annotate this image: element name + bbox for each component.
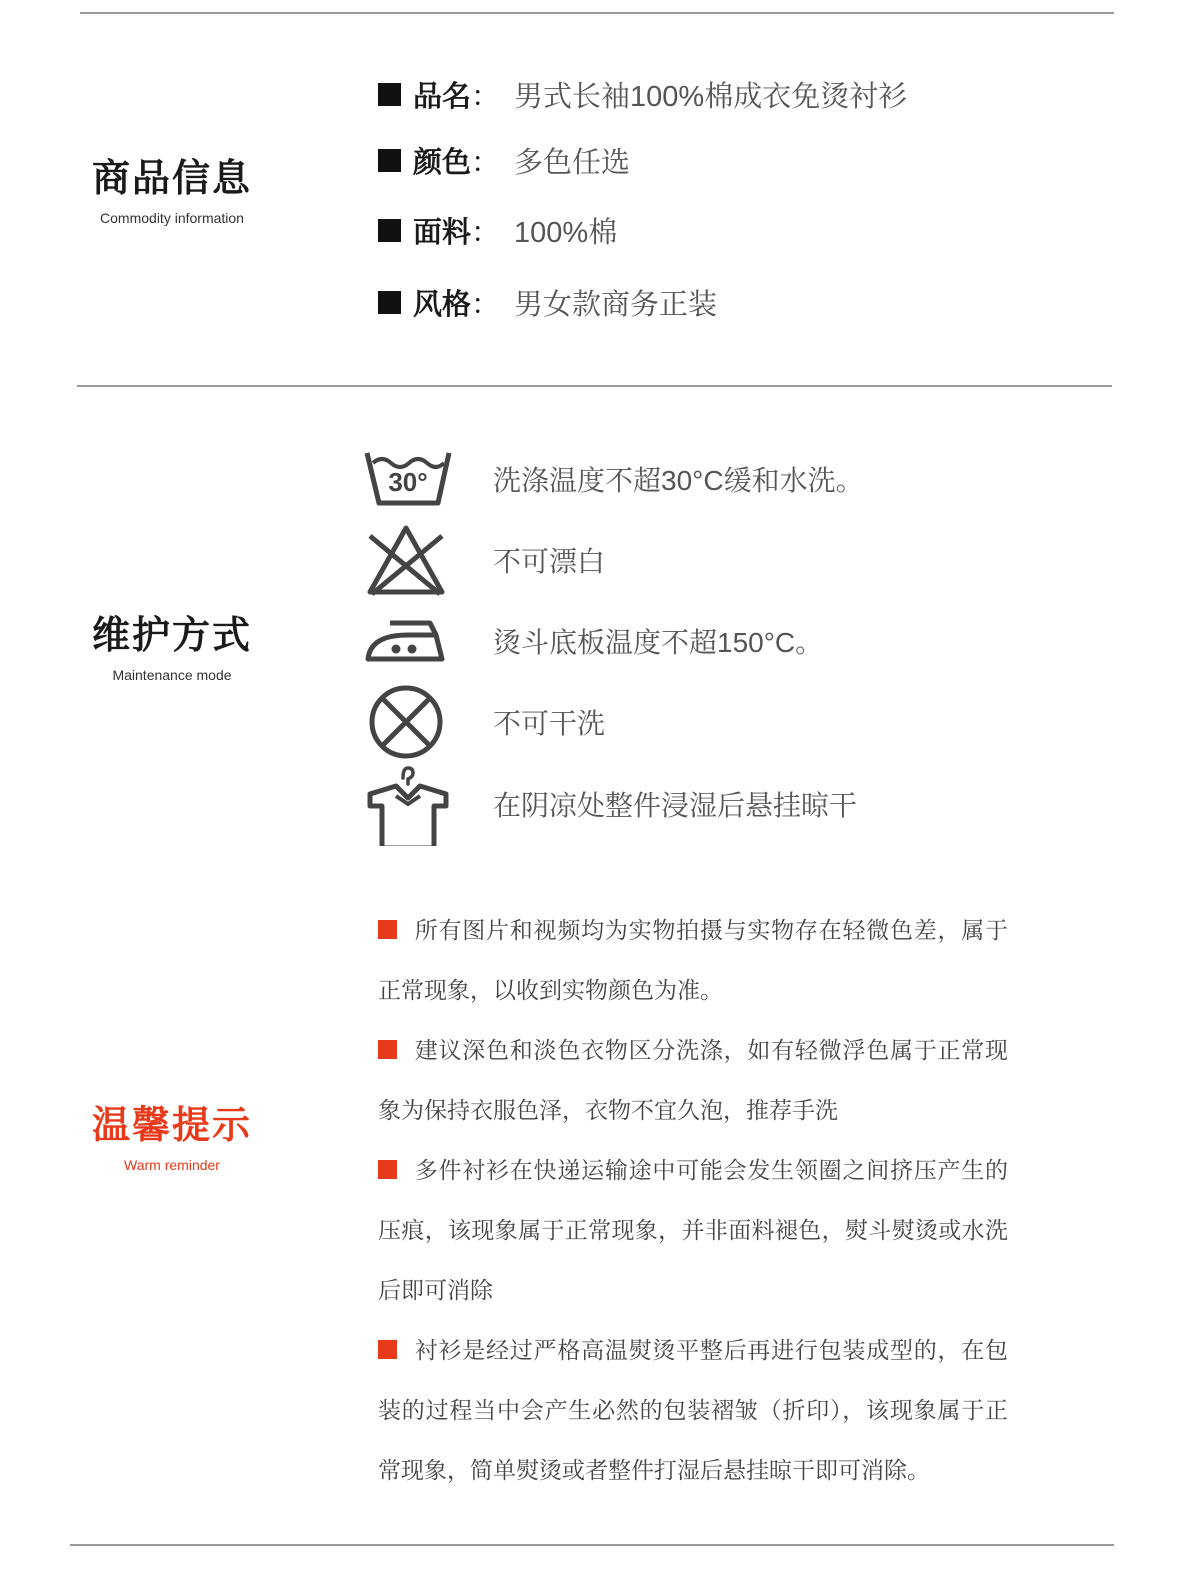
info-value: 100%棉 [514,216,618,249]
square-bullet-icon [378,219,401,242]
no-dry-clean-icon [360,684,456,764]
info-value: 多色任选 [514,146,631,179]
reminder-item [378,1320,1008,1500]
reminder-text: 所有图片和视频均为实物拍摄与实物存在轻微色差，属于正常现象，以收到实物颜色为准。 [378,917,1008,1003]
info-colon: ： [471,288,501,321]
commodity-title-en: Commodity information [100,210,244,226]
care-text: 洗涤温度不超30°C缓和水洗。 [493,465,864,496]
middle-divider [77,385,1112,387]
square-bullet-icon [378,291,401,314]
maintenance-section-title [62,613,282,683]
top-divider [80,12,1114,14]
care-item-dry-clean [360,684,1060,764]
hang-dry-icon [360,766,456,846]
care-text: 烫斗底板温度不超150°C。 [493,627,824,658]
maintenance-title-en: Maintenance mode [112,667,232,683]
care-text: 在阴凉处整件浸湿后悬挂晾干 [493,790,858,821]
maintenance-title-cn: 维护方式 [91,615,252,657]
wash-30-icon [360,441,456,521]
reminder-text: 建议深色和淡色衣物区分洗涤，如有轻微浮色属于正常现象为保持衣服色泽，衣物不宜久泡，推荐手洗 [378,1037,1008,1123]
info-label: 品名 [413,80,472,113]
reminder-title-cn: 温馨提示 [91,1105,252,1147]
red-square-bullet-icon [378,920,397,939]
reminder-text: 衬衫是经过严格高温熨烫平整后再进行包装成型的，在包装的过程当中会产生必然的包装褶皱（折印），该现象属于正常现象，简单熨烫或者整件打湿后悬挂晾干即可消除。 [378,1337,1008,1483]
reminder-text: 多件衬衫在快递运输途中可能会发生领圈之间挤压产生的压痕，该现象属于正常现象，并非面料褪色，熨斗熨烫或水洗后即可消除 [378,1157,1008,1303]
commodity-title-cn: 商品信息 [91,158,252,200]
info-colon: ： [471,146,501,179]
care-item-iron [360,603,1060,683]
reminder-item [378,900,1008,1020]
info-value: 男式长袖100%棉成衣免烫衬衫 [514,80,908,113]
reminder-section-title [62,1103,282,1173]
square-bullet-icon [378,83,401,106]
no-bleach-icon [360,522,456,602]
care-text: 不可漂白 [493,546,606,577]
reminder-list [378,900,1008,1500]
reminder-title-en: Warm reminder [124,1157,220,1173]
info-label: 颜色 [413,146,472,179]
info-colon: ： [471,216,501,249]
bottom-divider [70,1544,1114,1546]
red-square-bullet-icon [378,1160,397,1179]
info-row-style [378,282,717,322]
square-bullet-icon [378,149,401,172]
info-label: 面料 [413,216,472,249]
info-row-color [378,140,630,180]
care-text: 不可干洗 [493,708,606,739]
info-label: 风格 [413,288,472,321]
iron-medium-icon [360,603,456,683]
info-row-fabric [378,210,617,250]
care-item-wash [360,441,1060,521]
commodity-section-title [62,156,282,226]
wash-temperature-label: 30° [388,467,428,497]
info-colon: ： [471,80,501,113]
care-item-hang-dry [360,766,1060,846]
reminder-item [378,1140,1008,1320]
red-square-bullet-icon [378,1040,397,1059]
reminder-item [378,1020,1008,1140]
info-row-name [378,74,907,114]
care-item-bleach [360,522,1060,602]
red-square-bullet-icon [378,1340,397,1359]
info-value: 男女款商务正装 [514,288,718,321]
